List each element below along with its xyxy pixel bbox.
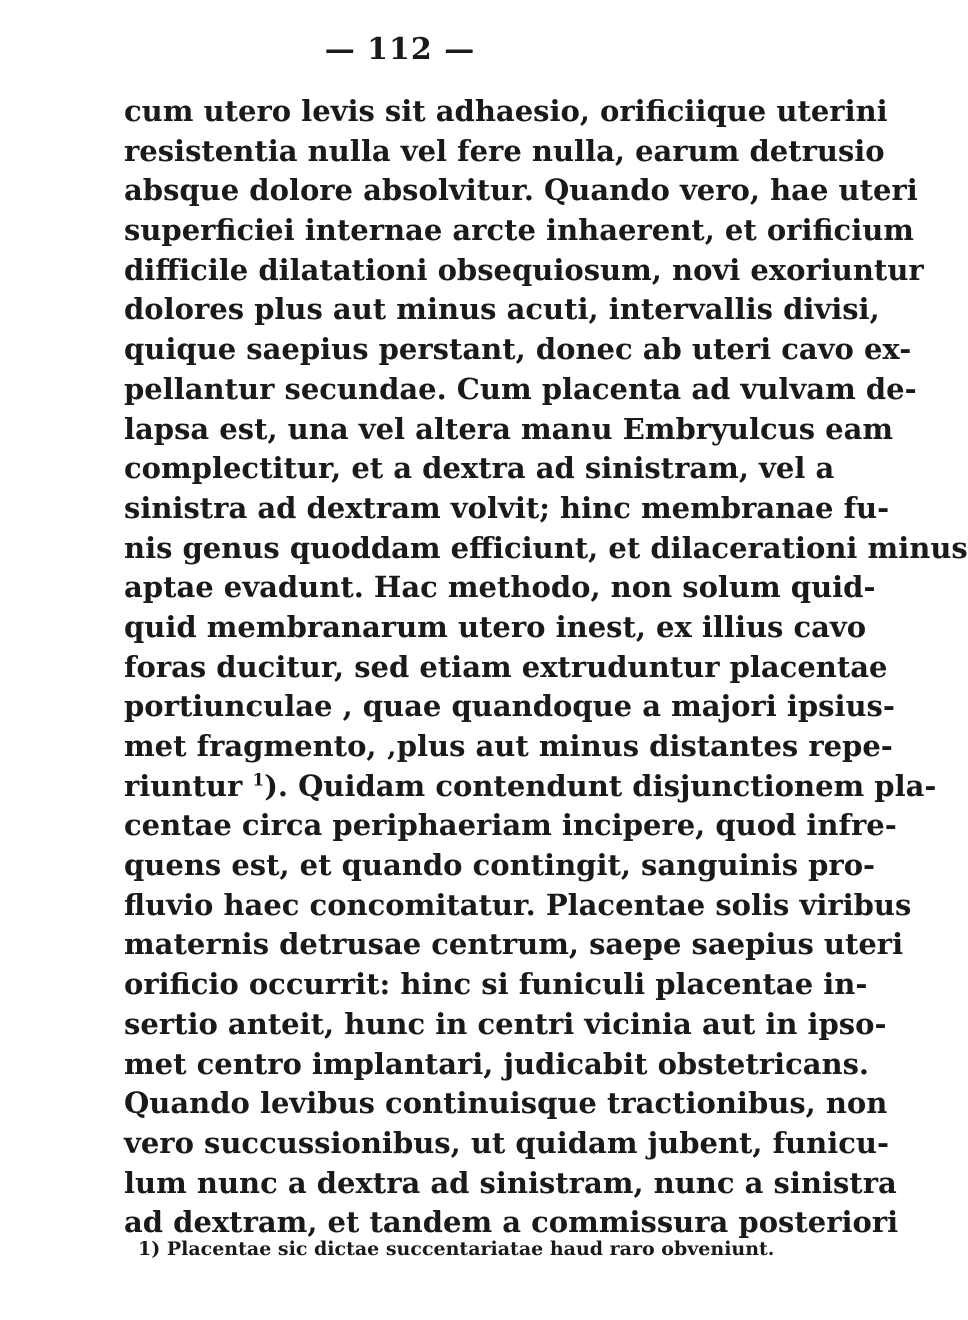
text-line: fluvio haec concomitatur. Placentae solis viribus — [124, 887, 912, 922]
text-line: lapsa est, una vel altera manu Embryulcus eam — [124, 411, 894, 446]
text-line: quique saepius perstant, donec ab uteri cavo ex- — [124, 332, 912, 367]
text-line-with-footnote-ref — [124, 767, 937, 807]
text-line: maternis detrusae centrum, saepe saepius uteri — [124, 927, 904, 962]
text-line: vero succussionibus, ut quidam jubent, funicu- — [124, 1125, 890, 1160]
body-text — [124, 92, 968, 1243]
text-line: complectitur, et a dextra ad sinistram, vel a — [124, 451, 835, 486]
text-line: pellantur secundae. Cum placenta ad vulvam de- — [124, 371, 917, 406]
text-line: quens est, et quando contingit, sanguinis pro- — [124, 848, 876, 883]
text-line: portiunculae , quae quandoque a majori ipsius- — [124, 689, 895, 724]
text-line: lum nunc a dextra ad sinistram, nunc a sinistra — [124, 1165, 897, 1200]
footnote: 1) Placentae sic dictae succentariatae haud raro obveniunt. — [138, 1238, 775, 1260]
line-end: Quidam contendunt disjunctionem pla- — [298, 768, 937, 803]
text-line: difficile dilatationi obsequiosum, novi exoriuntur — [124, 252, 924, 287]
text-line: centae circa periphaeriam incipere, quod infre- — [124, 808, 897, 843]
text-line: absque dolore absolvitur. Quando vero, hae uteri — [124, 173, 918, 208]
text-line: sinistra ad dextram volvit; hinc membranae fu- — [124, 490, 890, 525]
text-line: foras ducitur, sed etiam extruduntur placentae — [124, 649, 888, 684]
text-line: Quando levibus continuisque tractionibus, non — [124, 1086, 888, 1121]
page-number-header: — 112 — — [324, 32, 476, 67]
text-line: aptae evadunt. Hac methodo, non solum quid- — [124, 570, 876, 605]
text-line: cum utero levis sit adhaesio, orificiique uterini — [124, 94, 888, 128]
text-line: ad dextram, et tandem a commissura posteriori — [124, 1205, 899, 1240]
text-line: nis genus quoddam efficiunt, et dilacerationi minus — [124, 530, 968, 565]
footnote-ref-suffix: ). — [264, 768, 289, 803]
footnote-reference[interactable]: 1 — [252, 770, 265, 791]
text-line: orificio occurrit: hinc si funiculi placentae in- — [124, 967, 868, 1002]
text-line: superficiei internae arcte inhaerent, et orificium — [124, 213, 914, 248]
line-start: riuntur — [124, 768, 243, 803]
text-line: sertio anteit, hunc in centri vicinia aut in ipso- — [124, 1006, 887, 1041]
text-line: met fragmento, ‚plus aut minus distantes repe- — [124, 729, 893, 763]
text-line: dolores plus aut minus acuti, intervallis divisi, — [124, 292, 880, 327]
text-line: quid membranarum utero inest, ex illius cavo — [124, 609, 867, 644]
text-line: resistentia nulla vel fere nulla, earum detrusio — [124, 133, 885, 168]
text-line: met centro implantari, judicabit obstetricans. — [124, 1046, 870, 1081]
